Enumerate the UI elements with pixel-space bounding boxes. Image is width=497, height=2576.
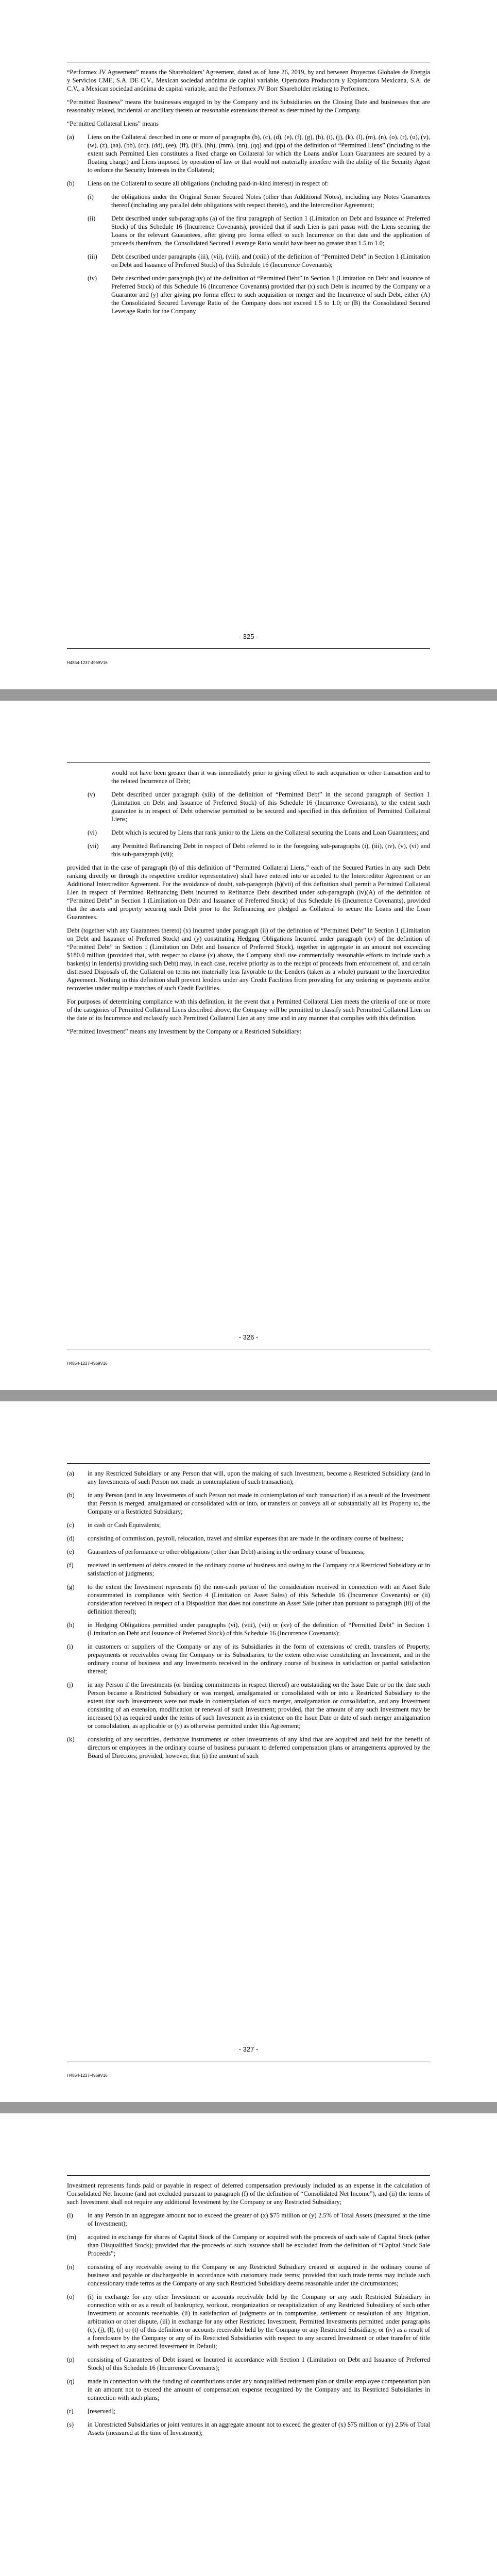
clause-text: to the extent the Investment represents (i) the non-cash portion of the consideration received in connection with an Asset Sale consummated in compliance with Section 4 (Limitation on Asset Sales) of this Schedule 16 (Incurrence Covenants) or (ii) consideration received in respect of a Disposition that does not constitute an Asset Sale (other than pursuant to paragraph (iii) of the definition thereof); [88,1583,430,1615]
clause-text: made in connection with the funding of contributions under any nonqualified retirement plan or similar employee compensation plan in an amount not to exceed the amount of compensation expense recognized by the Company and its Restricted Subsidiaries in connection with such plans; [88,2378,430,2401]
clause-text: in Hedging Obligations permitted under paragraphs (vi), (viii), (vii) or (xv) of the definition of “Permitted Debt” in Section 1 (Limitation on Debt and Issuance of Preferred Stock) of this Schedule 16 (Incurrence Covenants); [88,1621,430,1637]
clause-text: consisting of any securities, derivative instruments or other Investments of any kind that are acquired and held for the benefit of directors or employees in the ordinary course of business pursuant to deferred compensation plans or arrangements approved by the Board of Directors; provided, however, that (i) the amount of such [88,1736,430,1759]
clause-label: (h) [67,1621,75,1629]
clause-label: (s) [67,2421,74,2428]
clause-text: the obligations under the Original Senior Secured Notes (other than Additional Notes), including any Notes Guarantees thereof (including any parallel debt obligations with respect thereto), and the Intercreditor Agreement; [111,193,430,209]
clause [67,2355,430,2372]
clause-text: Liens on the Collateral to secure all obligations (including paid-in-kind interest) in respect of: [88,180,329,187]
paragraph: “Permitted Investment” means any Investment by the Company or a Restricted Subsidiary: [67,1028,302,1035]
clause [67,1521,430,1529]
clause-text: Debt described under sub-paragraphs (a) of the first paragraph of Section 1 (Limitation on Debt and Issuance of Preferred Stock) of this Schedule 16 (Incurrence Covenants), provided that if such Lien is pari passu with the Liens securing the Loans or the relevant Guarantees, after giving pro forma effect to such Incurrence on that date and the application of proceeds therefrom, the Consolidated Secured Leverage Ratio would have been no greater than 1.5 to 1.0; [111,215,430,247]
clause-label: (b) [67,180,75,187]
clause [67,1469,430,1486]
paragraph: “Permitted Collateral Liens” means [67,120,159,127]
clause [67,133,430,174]
clause-label: (p) [67,2356,75,2363]
clause [67,1621,430,1637]
clause [67,1534,430,1543]
paragraph: provided that in the case of paragraph (b) of this definition of “Permitted Collateral Liens,” each of the Secured Parties in any such Debt ranking directly or through its respective creditor representative) shall have entered into or acceded to the Intercreditor Agreement or an Additional Intercreditor Agreement. For the avoidance of doubt, sub-paragraph (b)(vii) of this definition shall permit a Permitted Collateral Lien in respect of Permitted Refinancing Debt incurred to Refinance Debt described under sub-paragraph (iv)(A) of the definition of “Permitted Debt” in Section 1 (Limitation on Debt and Issuance of Preferred Stock) of this Schedule 16 (Incurrence Covenants), provided that the assets and property securing such Debt prior to the Refinancing are pledged as Collateral to secure the Loans and the Loan Guarantees. [67,864,430,921]
clause-label: (i) [67,1643,73,1650]
clause-text: in Unrestricted Subsidiaries or joint ventures in an aggregate amount not to exceed the greater of (x) $75 million or (y) 2.5% of Total Assets (measured at the time of Investment); [88,2421,430,2436]
clause-label: (v) [88,791,95,798]
clause-text: consisting of any receivable owing to the Company or any Restricted Subsidiary created or acquired in the ordinary course of business and payable or dischargeable in accordance with customary trade terms; provided that such trade terms may include such concessionary trade terms as the Company or any such Restricted Subsidiary deems reasonable under the circumstances; [88,2263,430,2287]
clause-label: (n) [67,2263,75,2270]
paragraph: For purposes of determining compliance with this definition, in the event that a Permitted Collateral Lien meets the criteria of one or more of the categories of Permitted Collateral Liens described above, the Company will be permitted to classify such Permitted Collateral Lien on the date of its Incurrence and reclassify such Permitted Collateral Lien at any time and in any manner that complies with this definition. [67,998,430,1022]
clause [67,2420,430,2437]
document-id: H4854-1237-4969V16 [67,2073,108,2078]
clause [67,1681,430,1730]
sub-clause [67,842,430,858]
clause-text: Debt described under paragraphs (iii), (vii), (viii), and (xxiii) of the definition of “Permitted Debt” in Section 1 (Limitation on Debt and Issuance of Preferred Stock) of this Schedule 16 (Incurrence Covenants); [111,253,430,268]
clause-text: Liens on the Collateral described in one or more of paragraphs (b), (c), (d), (e), (f), (g), (h), (i), (j), (k), (l), (m), (n), (o), (r), (u), (v), (w), (z), (aa), (bb), (cc), (dd), (ee), (ff), (iii), (hh), (mm), (nn), (qq) and (pp) of the definition of “Permitted Liens” (including to the extent such Permitted Lien constitutes a fixed charge on Collateral for which the Loans and/or Loan Guarantees are secured by a floating charge) and Liens imposed by operation of law or that would not materially interfere with the ability of the Security Agent to enforce the Security Interests in the Collateral; [88,133,430,174]
clause [67,1561,430,1578]
clause-text: acquired in exchange for shares of Capital Stock of the Company or acquired with the proceeds of such sale of Capital Stock (other than Disqualified Stock); provided that the proceeds of such issuance shall be excluded from the definition of “Capital Stock Sale Proceeds”; [88,2233,430,2257]
page-body [67,2181,430,2442]
page-body [67,1469,430,1765]
sub-clause [67,790,430,823]
clause-label: (a) [67,133,74,141]
clause-text: any Permitted Refinancing Debt in respect of Debt referred to in the foregoing sub-paragraphs (i), (iii), (iv), (v), (vi) and this sub-paragraph (vii); [111,842,430,858]
clause-text: in any Restricted Subsidiary or any Person that will, upon the making of such Investment, become a Restricted Subsidiary (and in any Investments of such Person not made in contemplation of such transaction); [88,1470,430,1485]
clause-label: (e) [67,1548,74,1555]
clause [67,2293,430,2350]
clause-label: (c) [67,1521,74,1529]
page-body [67,769,430,1041]
page-top-rule [67,762,430,763]
clause [67,2407,430,2415]
page-body [67,68,430,320]
clause-text: in any Person if the Investments (or binding commitments in respect thereof) are outstanding on the Issue Date or on the date such Person became a Restricted Subsidiary or was merged, amalgamated or consolidated with or into a Restricted Subsidiary to the extent that such Investments were not made in contemplation of such merger, amalgamation or consolidation, and any Investment consisting of an extension, modification or renewal of such Investment; provided, that the amount of any such Investment may be increased (x) as required under the terms of such Investment as in existence on the Issue Date or date of such merger amalgamation or consolidation, as applicable or (y) as otherwise permitted under this Agreement; [88,1681,430,1730]
clause [67,2377,430,2402]
clause-text: Debt described under paragraph (xiii) of the definition of “Permitted Debt” in the second paragraph of Section 1 (Limitation on Debt and Issuance of Preferred Stock) of this Schedule 16 (Incurrence Covenants), to the extent such guarantee is in respect of Debt otherwise permitted to be secured and specified in this definition of Permitted Collateral Liens; [111,791,430,823]
clause-text: (i) in exchange for any other Investment or accounts receivable held by the Company or any such Restricted Subsidiary in connection with or as a result of bankruptcy, workout, reorganization or recapitalization of any Restricted Subsidiary of such other Investment or accounts receivable, (ii) in satisfaction of judgments or in compromise, settlement or resolution of any litigation, arbitration or other dispute, (iii) in exchange for any other Restricted Investment, Permitted Investments permitted under paragraphs (c), (j), (l), (r) or (t) of this definition or accounts receivable held by the Company or any Restricted Subsidiary, or (iv) as a result of a foreclosure by the Company or any of its Restricted Subsidiaries with respect to any secured Investment or other transfer of title with respect to any secured Investment in Default; [88,2293,430,2350]
clause-label: (a) [67,1470,74,1477]
clause-label: (iv) [88,275,97,282]
clause-label: (d) [67,1535,75,1542]
clause-text: Debt described under paragraph (iv) of the definition of “Permitted Debt” in Section 1 (Limitation on Debt and Issuance of Preferred Stock) of this Schedule 16 (Incurrence Covenants) provided that (x) such Debt is incurred by the Company or a Guarantor and (y) after giving pro forma effect to such acquisition or merger and the Incurrence of such Debt, either (A) the Consolidated Secured Leverage Ratio of the Company does not exceed 1.5 to 1.0; or (B) the Consolidated Secured Leverage Ratio for the Company [111,275,430,315]
page-327 [0,1401,497,2102]
clause-label: (f) [67,1562,74,1569]
clause [67,2211,430,2228]
clause [67,1583,430,1616]
page-number: - 325 - [238,633,259,640]
clause [67,179,430,188]
sub-clause [67,193,430,209]
clause-text: [reserved]; [88,2408,116,2415]
document-id: H4854-1237-4969V16 [67,1361,108,1366]
sub-clause [67,828,430,837]
clause [67,2263,430,2287]
paragraph: “Permitted Business” means the businesses engaged in by the Company and its Subsidiaries on the Closing Date and businesses that are reasonably related, incidental or ancillary thereto or reasonable extensions thereof as determined by the Company. [67,98,430,114]
clause-label: (ii) [88,215,96,222]
clause-text: in any Person in an aggregate amount not to exceed the greater of (x) $75 million or (y) 2.5% of Total Assets (measured at the time of Investment); [88,2212,430,2227]
page-325 [0,0,497,689]
page-326 [0,701,497,1390]
clause-text: Guarantees of performance or other obligations (other than Debt) arising in the ordinary course of business; [88,1548,365,1555]
clause-label: (q) [67,2378,75,2385]
clause-label: (iii) [88,253,97,260]
clause [67,2233,430,2258]
clause-text: received in settlement of debts created in the ordinary course of business and owing to the Company or a Restricted Subsidiary or in satisfaction of judgments; [88,1562,430,1577]
page-top-rule [67,1463,430,1464]
clause [67,1642,430,1675]
page-gap [0,689,497,701]
sub-clause [67,274,430,315]
clause-label: (j) [67,1681,73,1688]
clause-label: (i) [88,193,94,200]
clause-label: (k) [67,1736,75,1743]
clause-text: consisting of commission, payroll, relocation, travel and similar expenses that are made in the ordinary course of business; [88,1535,404,1542]
clause [67,1735,430,1760]
clause [67,1491,430,1516]
clause-text: Debt which is secured by Liens that rank junior to the Liens on the Collateral securing the Loans and Loan Guarantees; and [111,829,430,836]
clause-text: in cash or Cash Equivalents; [88,1521,161,1529]
clause-label: (m) [67,2233,77,2241]
continued-clause: Investment represents funds paid or payable in respect of deferred compensation previously included as an expense in the calculation of Consolidated Net Income (and not excluded pursuant to paragraph (f) of the definition of “Consolidated Net Income”), and (ii) the terms of such Investment shall not require any additional Investment by the Company or any Restricted Subsidiary; [67,2182,430,2206]
clause-label: (l) [67,2212,73,2219]
page-gap [0,1390,497,1401]
paragraph: “Performex JV Agreement” means the Shareholders’ Agreement, dated as of June 26, 2019, by and between Proyectos Globales de Energía y Servicios CME, S.A. DE C.V., Mexican sociedad anónima de capital variable, Operadora Productora y Exploradora Mexicana, S.A. de C.V., a Mexican sociedad anónima de capital variable, and the Performex JV Borr Shareholder relating to Performex. [67,69,430,92]
clause-label: (vi) [88,829,97,836]
continued-clause: would not have been greater than it was immediately prior to giving effect to such acquisition or other transaction and to the related Incurrence of Debt; [111,769,430,785]
page-gap [0,2102,497,2113]
document-id: H4854-1237-4969V16 [67,660,108,665]
clause [67,1548,430,1556]
clause-label: (g) [67,1583,75,1590]
clause-label: (o) [67,2293,75,2300]
page-number: - 327 - [238,2045,259,2053]
clause-text: in customers or suppliers of the Company or any of its Subsidiaries in the form of extensions of credit, transfers of Property, prepayments or receivables owing the Company or its Subsidiaries, to the extent otherwise constituting an Investment, and in the ordinary course of business and any Investments received in the ordinary course of business in satisfaction or partial satisfaction thereof; [88,1643,430,1675]
page-bottom-rule [67,648,430,649]
page-328 [0,2113,497,2576]
clause-text: in any Person (and in any Investments of such Person not made in contemplation of such transaction) if as a result of the Investment that Person is merged, amalgamated or consolidated with or into, or transfers or conveys all or substantially all its Property to, the Company or a Restricted Subsidiary; [88,1492,430,1515]
sub-clause [67,214,430,247]
paragraph: Debt (together with any Guarantees thereto) (x) Incurred under paragraph (ii) of the definition of “Permitted Debt” in Section 1 (Limitation on Debt and Issuance of Preferred Stock) and (y) constituting Hedging Obligations Incurred under paragraph (xv) of the definition of “Permitted Debt” in Section 1 (Limitation on Debt and Issuance of Preferred Stock), together in aggregate in an amount not exceeding $180.0 million (provided that, with respect to clause (x) above, the Company shall use commercially reasonable efforts to include such a basket(s) in lender(s) providing such Debt) may, in each case, receive priority as to the receipt of proceeds from enforcement of, and certain distressed Disposals of, the Collateral on terms not materially less favorable to the Lenders (taken as a whole) pursuant to the Intercreditor Agreement. Nothing in this definition shall prevent lenders under any Credit Facilities from providing for any ordering or payments and/or recoveries under multiple tranches of such Credit Facilities. [67,927,430,992]
sub-clause [67,252,430,269]
clause-label: (r) [67,2408,74,2415]
clause-label: (b) [67,1492,75,1499]
clause-label: (vii) [88,842,99,850]
page-top-rule [67,2175,430,2176]
clause-text: consisting of Guarantees of Debt issued or Incurred in accordance with Section 1 (Limitation on Debt and Issuance of Preferred Stock) of this Schedule 16 (Incurrence Covenants); [88,2356,430,2371]
page-number: - 326 - [238,1333,259,1341]
